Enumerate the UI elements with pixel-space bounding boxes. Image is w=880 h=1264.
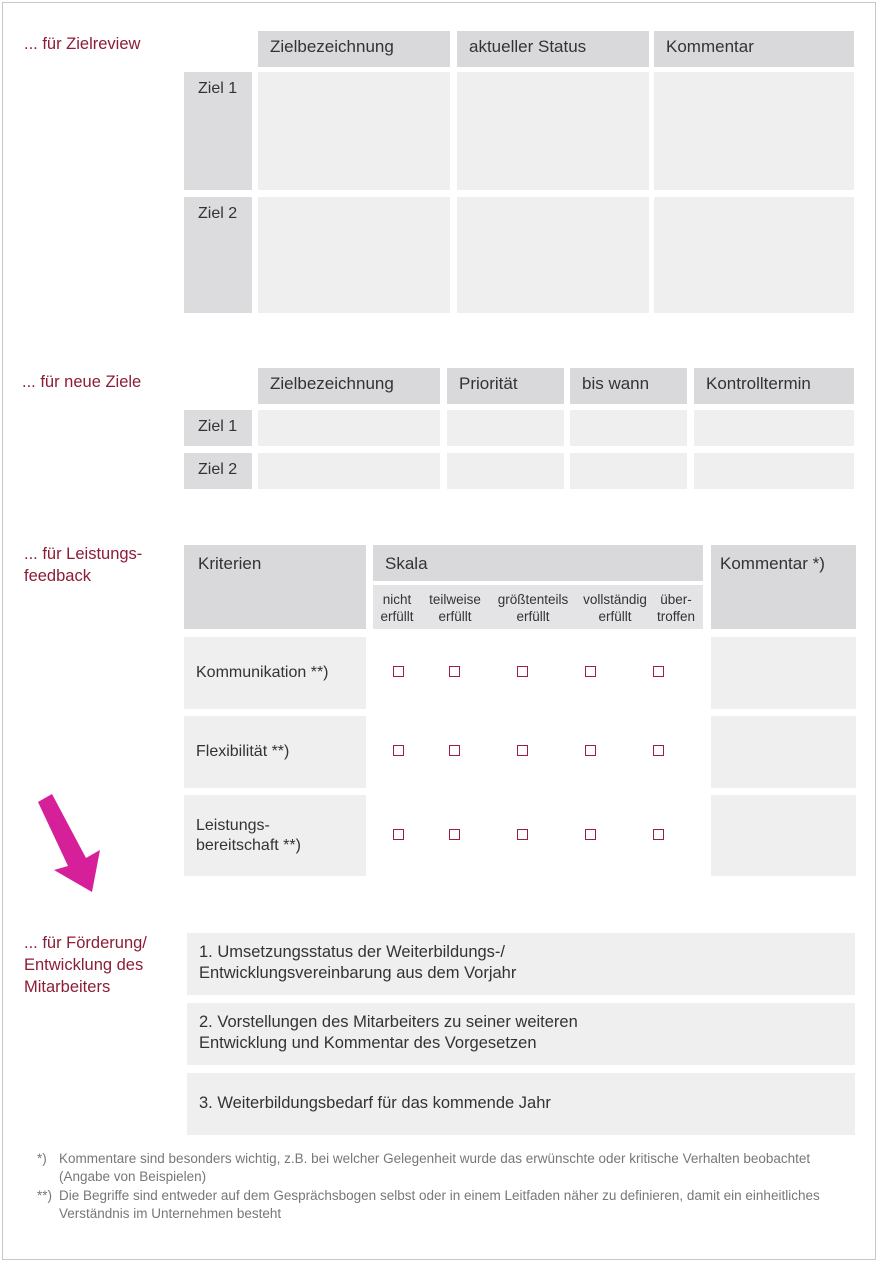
page-frame — [2, 2, 876, 1260]
checkbox-kommunikation-vollstaendig[interactable] — [585, 666, 596, 677]
cell-neu1-bis-wann[interactable] — [570, 410, 687, 446]
section-label-neue-ziele: ... für neue Ziele — [22, 373, 142, 391]
header-kommentar: Kommentar — [654, 31, 854, 67]
checkbox-leistungsbereitschaft-groesstenteils[interactable] — [517, 829, 528, 840]
header-kontrolltermin: Kontrolltermin — [694, 368, 854, 404]
scale-teilweise-erfuellt: teilweise erfüllt — [429, 592, 481, 624]
header-bis-wann: bis wann — [570, 368, 687, 404]
footnote-2 — [37, 1187, 837, 1225]
cell-ziel1-bezeichnung[interactable] — [258, 72, 450, 190]
row-label-ziel-1: Ziel 1 — [184, 72, 252, 190]
row-label-neues-ziel-2: Ziel 2 — [184, 453, 252, 489]
comment-leistungsbereitschaft[interactable] — [711, 795, 856, 876]
checkbox-kommunikation-teilweise[interactable] — [449, 666, 460, 677]
scale-groesstenteils-erfuellt: größtenteils erfüllt — [497, 592, 569, 624]
foerderung-item-1[interactable]: 1. Umsetzungsstatus der Weiterbildungs-/ Entwicklungsvereinbarung aus dem Vorjahr — [187, 933, 855, 995]
criterion-flexibilitaet: Flexibilität **) — [184, 716, 366, 788]
header-aktueller-status: aktueller Status — [457, 31, 649, 67]
foerderung-item-3[interactable]: 3. Weiterbildungsbedarf für das kommende Jahr — [187, 1073, 855, 1135]
header-skala: Skala — [373, 545, 703, 581]
checkbox-flexibilitaet-nicht-erfuellt[interactable] — [393, 745, 404, 756]
checkbox-flexibilitaet-groesstenteils[interactable] — [517, 745, 528, 756]
criterion-leistungsbereitschaft: Leistungs- bereitschaft **) — [184, 795, 366, 876]
checkbox-leistungsbereitschaft-teilweise[interactable] — [449, 829, 460, 840]
arrow-down-right-icon — [34, 792, 108, 896]
criterion-kommunikation: Kommunikation **) — [184, 637, 366, 709]
header-zielbezeichnung: Zielbezeichnung — [258, 31, 450, 67]
checkbox-leistungsbereitschaft-nicht-erfuellt[interactable] — [393, 829, 404, 840]
cell-neu2-prioritaet[interactable] — [447, 453, 564, 489]
checkbox-kommunikation-groesstenteils[interactable] — [517, 666, 528, 677]
cell-neu2-bis-wann[interactable] — [570, 453, 687, 489]
comment-flexibilitaet[interactable] — [711, 716, 856, 788]
checkbox-flexibilitaet-teilweise[interactable] — [449, 745, 460, 756]
header-kommentar-leistung: Kommentar *) — [711, 545, 856, 629]
cell-neu2-kontrolltermin[interactable] — [694, 453, 854, 489]
cell-ziel2-status[interactable] — [457, 197, 649, 313]
foerderung-item-2[interactable]: 2. Vorstellungen des Mitarbeiters zu seiner weiteren Entwicklung und Kommentar des Vorgesetzen — [187, 1003, 855, 1065]
header-prioritaet: Priorität — [447, 368, 564, 404]
cell-neu2-bezeichnung[interactable] — [258, 453, 440, 489]
section-label-zielreview: ... für Zielreview — [24, 35, 141, 53]
checkbox-leistungsbereitschaft-uebertroffen[interactable] — [653, 829, 664, 840]
cell-ziel2-kommentar[interactable] — [654, 197, 854, 313]
cell-ziel1-kommentar[interactable] — [654, 72, 854, 190]
checkbox-leistungsbereitschaft-vollstaendig[interactable] — [585, 829, 596, 840]
cell-neu1-kontrolltermin[interactable] — [694, 410, 854, 446]
footnote-2-mark: **) — [37, 1188, 53, 1203]
cell-neu1-prioritaet[interactable] — [447, 410, 564, 446]
checkbox-kommunikation-nicht-erfuellt[interactable] — [393, 666, 404, 677]
checkbox-flexibilitaet-vollstaendig[interactable] — [585, 745, 596, 756]
comment-kommunikation[interactable] — [711, 637, 856, 709]
checkbox-flexibilitaet-uebertroffen[interactable] — [653, 745, 664, 756]
scale-nicht-erfuellt: nicht erfüllt — [380, 592, 414, 624]
footnote-2-text: Die Begriffe sind entweder auf dem Gesprächsbogen selbst oder in einem Leitfaden näher zu definieren, damit ein einheitliches Verständnis im Unternehmen besteht — [59, 1188, 820, 1221]
scale-vollstaendig-erfuellt: vollständig erfüllt — [583, 592, 647, 624]
footnote-1 — [37, 1150, 837, 1188]
cell-neu1-bezeichnung[interactable] — [258, 410, 440, 446]
checkbox-kommunikation-uebertroffen[interactable] — [653, 666, 664, 677]
header-kriterien: Kriterien — [184, 545, 366, 629]
row-label-ziel-2: Ziel 2 — [184, 197, 252, 313]
scale-uebertroffen: über- troffen — [656, 592, 696, 624]
section-label-foerderung: ... für Förderung/ Entwicklung des Mitarbeiters — [24, 934, 147, 996]
header-neue-zielbezeichnung: Zielbezeichnung — [258, 368, 440, 404]
cell-ziel2-bezeichnung[interactable] — [258, 197, 450, 313]
footnote-1-text: Kommentare sind besonders wichtig, z.B. bei welcher Gelegenheit wurde das erwünschte oder kritische Verhalten beobachtet (Angabe von Beispielen) — [59, 1151, 811, 1184]
footnote-1-mark: *) — [37, 1151, 47, 1166]
row-label-neues-ziel-1: Ziel 1 — [184, 410, 252, 446]
section-label-leistungsfeedback: ... für Leistungs- feedback — [24, 545, 143, 585]
cell-ziel1-status[interactable] — [457, 72, 649, 190]
